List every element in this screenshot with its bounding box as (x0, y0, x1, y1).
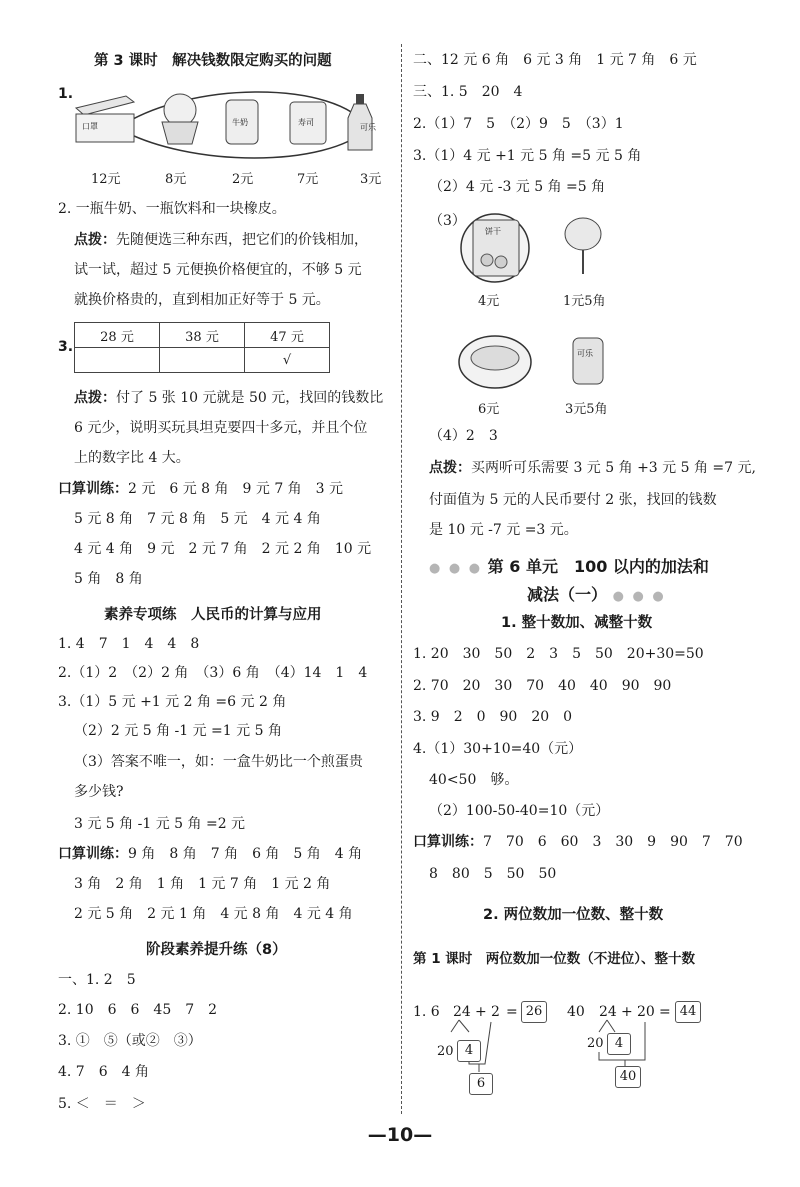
r-oral-line-2: 8 80 5 50 50 (429, 866, 557, 882)
q1-products-illustration (68, 88, 388, 168)
price-cola: 3元 (360, 172, 382, 187)
q2-hint-line-2: 试一试，超过 5 元便换价格便宜的，不够 5 元 (74, 262, 362, 278)
calc1-partial-box: 6 (469, 1073, 493, 1095)
price-sushi: 7元 (297, 172, 319, 187)
mask-box-icon (76, 96, 134, 142)
sec1-line-2: 2. 70 20 30 70 40 40 90 90 (413, 678, 672, 694)
cola-can-icon (573, 338, 603, 384)
q3-price-table (74, 322, 330, 373)
sec1-line-6: （2）100-50-40=10（元） (429, 803, 610, 819)
sec1-line-4: 4.（1）30+10=40（元） (413, 741, 583, 757)
sec2-title: 2. 两位数加一位数、整十数 (483, 907, 664, 923)
calc2-result-box: 44 (675, 1001, 701, 1023)
table-cell: √ (245, 348, 330, 373)
stage-title: 阶段素养提升练（8） (146, 942, 287, 958)
q3-hint-line-2: 6 元少，说明买玩具坦克要四十多元，并且个位 (74, 420, 368, 436)
calc2-b: 20 (637, 1004, 655, 1020)
price-cupcake: 8元 (165, 172, 187, 187)
r-top-line-2: 三、1. 5 20 4 (413, 84, 523, 100)
item-label-mask: 口罩 (82, 122, 98, 131)
q1-number: 1. (58, 86, 74, 102)
oral2-line-1: 口算训练：9 角 8 角 7 角 6 角 5 角 4 角 (58, 846, 363, 862)
calc1-eq: = (506, 1004, 518, 1020)
s-line-1: 1. 4 7 1 4 4 8 (58, 636, 200, 652)
oral-training-line-1: 口算训练：2 元 6 元 8 角 9 元 7 角 3 元 (58, 481, 344, 497)
q3-number: 3. (58, 339, 74, 355)
price-mask: 12元 (91, 172, 121, 187)
lollipop-icon (565, 218, 601, 274)
sec1-title: 1. 整十数加、减整十数 (501, 615, 653, 631)
calc2-a: 24 (599, 1004, 617, 1020)
price-lollipop: 1元5角 (563, 294, 606, 309)
stage-line-5: 5. ＜ ＝ ＞ (58, 1096, 146, 1112)
q3-hint-line-1: 点拨：付了 5 张 10 元就是 50 元，找回的钱数比 (74, 390, 384, 406)
biscuit-label: 饼干 (485, 227, 501, 236)
q3-hint-line-3: 上的数字比 4 大。 (74, 450, 190, 466)
section-title: 素养专项练 人民币的计算与应用 (104, 607, 322, 623)
oral-training-line-2: 5 元 8 角 7 元 8 角 5 元 4 元 4 角 (74, 511, 321, 527)
lesson1-title: 第 1 课时 两位数加一位数（不进位）、整十数 (413, 951, 696, 967)
r-top-line-1: 二、12 元 6 角 6 元 3 角 1 元 7 角 6 元 (413, 52, 697, 68)
oral2-line-2: 3 角 2 角 1 角 1 元 7 角 1 元 2 角 (74, 876, 331, 892)
q2-hint-line-3: 就换价格贵的，直到相加正好等于 5 元。 (74, 292, 330, 308)
oral-training-line-4: 5 角 8 角 (74, 571, 143, 587)
r-oral-line-1: 口算训练：7 70 6 60 3 30 9 90 7 70 (413, 834, 743, 850)
sec1-line-5: 40<50 够。 (429, 772, 519, 788)
page-number: —10— (367, 1124, 433, 1146)
calc2-op: + (621, 1004, 633, 1020)
r-hint-line-3: 是 10 元 -7 元 =3 元。 (429, 522, 578, 538)
s-line-3: 3.（1）5 元 +1 元 2 角 =6 元 2 角 (58, 694, 287, 710)
calc2-eq: = (659, 1004, 671, 1020)
q2-answer: 2. 一瓶牛奶、一瓶饮料和一块橡皮。 (58, 201, 286, 217)
column-divider (401, 44, 402, 1114)
price-cola-can: 3元5角 (565, 402, 608, 417)
biscuit-pack-icon (461, 214, 529, 282)
r-top-line-4: 3.（1）4 元 +1 元 5 角 =5 元 5 角 (413, 148, 642, 164)
lesson3-title: 第 3 课时 解决钱数限定购买的问题 (94, 53, 332, 69)
r-top-line-3: 2.（1）7 5 （2）9 5 （3）1 (413, 116, 624, 132)
calc1-b: 2 (491, 1004, 500, 1020)
price-biscuit: 4元 (478, 294, 500, 309)
table-cell: 47 元 (245, 323, 330, 348)
stage-line-3: 3. ① ⑤（或② ③） (58, 1033, 202, 1049)
s-line-4: （2）2 元 5 角 -1 元 =1 元 5 角 (74, 723, 282, 739)
price-cake: 6元 (478, 402, 500, 417)
cola-can-label: 可乐 (577, 349, 593, 358)
stage-line-2: 2. 10 6 6 45 7 2 (58, 1002, 218, 1018)
s-line-2: 2.（1）2 （2）2 角 （3）6 角 （4）14 1 4 (58, 665, 368, 681)
r-hint-line-2: 付面值为 5 元的人民币要付 2 张，找回的钱数 (429, 492, 717, 508)
r-top-line-6: （3） (429, 213, 466, 229)
table-cell: 28 元 (75, 323, 160, 348)
calc1-a: 24 (453, 1004, 471, 1020)
calc2-split-tens: 20 (587, 1036, 604, 1051)
calc1-op: + (475, 1004, 487, 1020)
table-cell: 38 元 (160, 323, 245, 348)
oral2-line-3: 2 元 5 角 2 元 1 角 4 元 8 角 4 元 4 角 (74, 906, 353, 922)
table-cell (160, 348, 245, 373)
q2-hint-line-1: 点拨：先随便选三种东西，把它们的价钱相加， (74, 232, 368, 248)
stage-line-4: 4. 7 6 4 角 (58, 1064, 149, 1080)
s-line-6: 多少钱? (74, 784, 124, 800)
price-milk: 2元 (232, 172, 254, 187)
calc2-prefix: 40 (567, 1004, 585, 1020)
stage-line-1: 一、1. 2 5 (58, 972, 136, 988)
r-hint-line-1: 点拨：买两听可乐需要 3 元 5 角 +3 元 5 角 =7 元, (429, 460, 756, 476)
s-line-5: （3）答案不唯一，如：一盒牛奶比一个煎蛋贵 (74, 754, 363, 770)
oral-training-line-3: 4 元 4 角 9 元 2 元 7 角 2 元 2 角 10 元 (74, 541, 372, 557)
calc1-split-ones-box: 4 (457, 1040, 481, 1062)
calc1-result-box: 26 (521, 1001, 547, 1023)
item-label-milk: 牛奶 (232, 118, 248, 127)
calc2-split-ones-box: 4 (607, 1033, 631, 1055)
s-line-7: 3 元 5 角 -1 元 5 角 =2 元 (74, 816, 246, 832)
unit-title-line-2: 减法（一） ● ● ● (527, 585, 666, 604)
item-label-cola: 可乐 (360, 123, 376, 132)
r-top-line-5: （2）4 元 -3 元 5 角 =5 角 (429, 179, 606, 195)
sec1-line-3: 3. 9 2 0 90 20 0 (413, 709, 573, 725)
cake-icon (459, 336, 531, 388)
calc1-split-tens: 20 (437, 1044, 454, 1059)
q4-answer: （4）2 3 (429, 428, 498, 444)
table-cell (75, 348, 160, 373)
unit-title-line-1: ● ● ● 第 6 单元 100 以内的加法和 (429, 557, 709, 576)
cupcake-icon (162, 94, 198, 144)
calc1-prefix: 1. 6 (413, 1004, 440, 1020)
calc2-partial-box: 40 (615, 1066, 641, 1088)
sec1-line-1: 1. 20 30 50 2 3 5 50 20+30=50 (413, 646, 704, 662)
item-label-sushi: 寿司 (298, 118, 314, 127)
